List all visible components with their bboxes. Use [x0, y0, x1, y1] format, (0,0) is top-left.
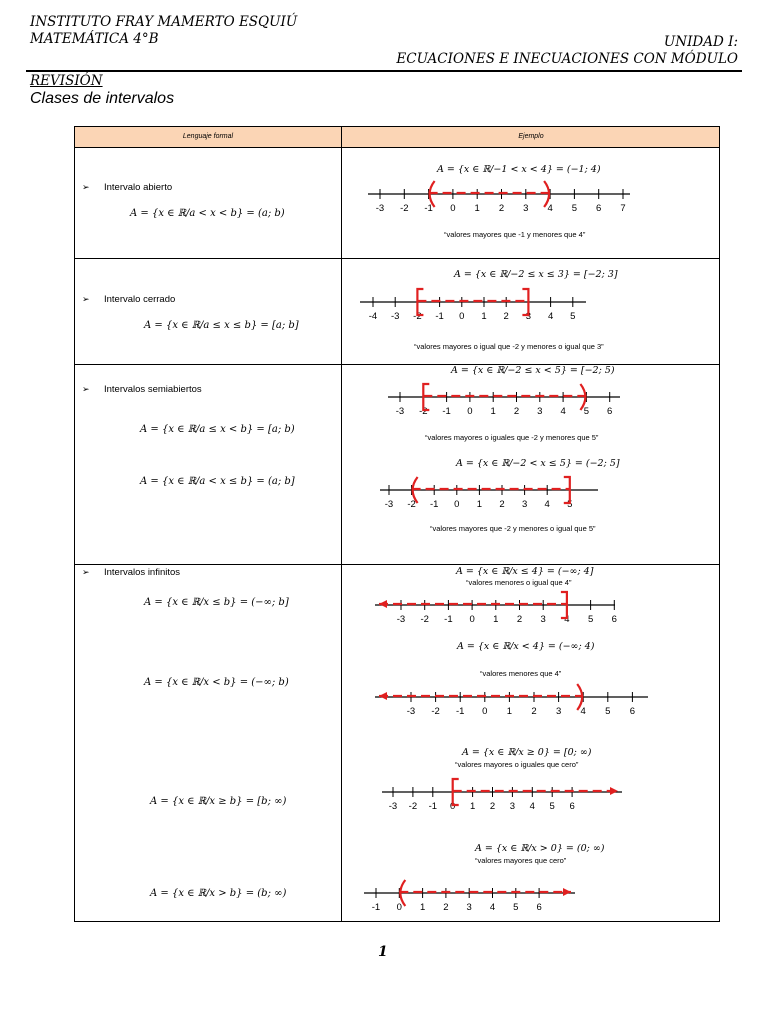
left-arrow-icon [379, 600, 387, 608]
tick-label: -3 [395, 406, 405, 417]
bullet-label: Intervalos semiabiertos [104, 384, 202, 395]
bullet-label: Intervalos infinitos [104, 567, 181, 578]
tick-label: 0 [467, 406, 473, 417]
tick-label: 5 [567, 499, 573, 510]
tick-label: -1 [371, 902, 381, 913]
arrow-bullet-icon: ➢ [82, 182, 90, 192]
tick-label: 2 [498, 203, 505, 214]
tick-label: -3 [384, 499, 394, 510]
tick-label: 0 [450, 203, 456, 214]
tick-label: 4 [529, 801, 535, 812]
tick-label: 1 [474, 203, 480, 214]
tick-label: 2 [443, 902, 449, 913]
bullet-label: Intervalo abierto [104, 182, 173, 193]
tick-label: -1 [435, 311, 444, 322]
tick-label: 1 [490, 406, 496, 417]
tick-label: 2 [516, 614, 523, 625]
unit-title: ECUACIONES E INECUACIONES CON MÓDULO [396, 51, 738, 67]
tick-label: 2 [489, 801, 496, 812]
tick-label: 4 [580, 706, 586, 717]
example-eq-infinite-a: A = {x ∈ ℝ/x ≤ 4} = (−∞; 4] [456, 566, 594, 577]
tick-label: 6 [596, 203, 602, 214]
formula-half-open-b: A = {x ∈ ℝ/a < x ≤ b} = (a; b] [140, 476, 295, 487]
bullet-half-open [82, 384, 202, 395]
tick-label: 4 [547, 311, 554, 322]
example-eq-infinite-d: A = {x ∈ ℝ/x > 0} = (0; ∞) [475, 843, 605, 854]
tick-label: 2 [531, 706, 537, 717]
caption-closed: “valores mayores o igual que -2 y menores o igual que 3” [414, 342, 604, 351]
formula-infinite-d: A = {x ∈ ℝ/x > b} = (b; ∞) [150, 888, 287, 899]
caption-open: “valores mayores que -1 y menores que 4” [444, 230, 586, 239]
right-arrow-icon [563, 888, 571, 896]
tick-label: 5 [587, 614, 594, 625]
tick-label: 1 [419, 902, 426, 913]
page-number: 1 [378, 944, 388, 960]
tick-label: 2 [503, 311, 509, 322]
tick-label: 3 [521, 499, 528, 510]
arrow-bullet-icon: ➢ [82, 294, 90, 304]
column-header-formal: Lenguaje formal [182, 133, 234, 140]
tick-label: 0 [450, 801, 456, 812]
right-arrow-icon [610, 787, 618, 795]
formula-infinite-a: A = {x ∈ ℝ/x ≤ b} = (−∞; b] [144, 597, 289, 608]
tick-label: -1 [444, 614, 453, 625]
school-name: INSTITUTO FRAY MAMERTO ESQUIÚ [30, 14, 298, 30]
tick-label: -2 [413, 311, 422, 322]
tick-label: 6 [536, 902, 542, 913]
tick-label: -2 [419, 406, 428, 417]
tick-label: -2 [408, 801, 418, 812]
tick-label: -3 [406, 706, 416, 717]
column-header-example: Ejemplo [518, 133, 544, 140]
tick-label: -2 [407, 499, 416, 510]
course-name: MATEMÁTICA 4°B [30, 31, 159, 47]
tick-label: 1 [481, 311, 487, 322]
example-eq-infinite-b: A = {x ∈ ℝ/x < 4} = (−∞; 4) [457, 641, 595, 652]
tick-label: 3 [523, 203, 529, 214]
formula-closed: A = {x ∈ ℝ/a ≤ x ≤ b} = [a; b] [144, 320, 299, 331]
tick-label: 3 [509, 801, 516, 812]
tick-label: -2 [420, 614, 429, 625]
tick-label: 0 [396, 902, 402, 913]
tick-label: 1 [469, 801, 476, 812]
example-eq-half-open-b: A = {x ∈ ℝ/−2 < x ≤ 5} = (−2; 5] [456, 458, 620, 469]
bullet-infinite [82, 567, 180, 578]
arrow-bullet-icon: ➢ [82, 384, 90, 394]
tick-label: 6 [629, 706, 636, 717]
tick-label: 6 [607, 406, 613, 417]
formula-open: A = {x ∈ ℝ/a < x < b} = (a; b) [130, 208, 285, 219]
caption-half-open-a: “valores mayores o iguales que -2 y menores que 5” [425, 433, 599, 442]
left-arrow-icon [379, 692, 387, 700]
tick-label: 5 [605, 706, 611, 717]
tick-label: 4 [544, 499, 550, 510]
tick-label: -4 [368, 311, 378, 322]
formula-half-open-a: A = {x ∈ ℝ/a ≤ x < b} = [a; b) [140, 424, 295, 435]
formula-infinite-c: A = {x ∈ ℝ/x ≥ b} = [b; ∞) [150, 796, 287, 807]
example-eq-half-open-a: A = {x ∈ ℝ/−2 ≤ x < 5} = [−2; 5) [451, 365, 615, 376]
formula-infinite-b: A = {x ∈ ℝ/x < b} = (−∞; b) [144, 677, 289, 688]
tick-label: -3 [375, 203, 385, 214]
tick-label: -2 [400, 203, 409, 214]
tick-label: 0 [482, 706, 488, 717]
tick-label: 4 [560, 406, 566, 417]
example-eq-open: A = {x ∈ ℝ/−1 < x < 4} = (−1; 4) [437, 164, 601, 175]
tick-label: -1 [428, 801, 438, 812]
tick-label: -1 [429, 499, 439, 510]
example-eq-closed: A = {x ∈ ℝ/−2 ≤ x ≤ 3} = [−2; 3] [454, 269, 618, 280]
bullet-closed-interval [82, 294, 175, 305]
tick-label: 5 [549, 801, 555, 812]
tick-label: -3 [396, 614, 406, 625]
tick-label: -2 [431, 706, 440, 717]
tick-label: 0 [459, 311, 465, 322]
section-title: Clases de intervalos [30, 90, 175, 107]
tick-label: 5 [571, 203, 578, 214]
tick-label: 2 [499, 499, 505, 510]
tick-label: 3 [525, 311, 532, 322]
caption-infinite-a: “valores menores o igual que 4” [466, 578, 572, 587]
tick-label: 5 [583, 406, 590, 417]
caption-infinite-c: “valores mayores o iguales que cero” [455, 760, 579, 769]
caption-half-open-b: “valores mayores que -2 y menores o igual que 5” [430, 524, 596, 533]
tick-label: 4 [564, 614, 570, 625]
bullet-label: Intervalo cerrado [104, 294, 176, 305]
tick-label: 1 [506, 706, 513, 717]
tick-label: 5 [513, 902, 519, 913]
tick-label: 5 [570, 311, 576, 322]
tick-label: 4 [547, 203, 553, 214]
tick-label: -1 [424, 203, 433, 214]
tick-label: -3 [390, 311, 400, 322]
tick-label: 1 [476, 499, 483, 510]
tick-label: -1 [442, 406, 451, 417]
tick-label: 0 [454, 499, 460, 510]
tick-label: 6 [611, 614, 617, 625]
tick-label: 6 [569, 801, 575, 812]
tick-label: 0 [469, 614, 475, 625]
tick-label: 1 [493, 614, 499, 625]
section-label: REVISIÓN [30, 73, 103, 89]
arrow-bullet-icon: ➢ [82, 567, 90, 577]
tick-label: -3 [388, 801, 398, 812]
tick-label: 3 [540, 614, 546, 625]
caption-infinite-d: “valores mayores que cero” [475, 856, 567, 865]
tick-label: 4 [489, 902, 496, 913]
tick-label: 2 [513, 406, 520, 417]
tick-label: 3 [555, 706, 562, 717]
tick-label: 7 [620, 203, 626, 214]
caption-infinite-b: “valores menores que 4” [480, 669, 562, 678]
tick-label: 3 [537, 406, 543, 417]
unit-label: UNIDAD I: [663, 34, 738, 50]
example-eq-infinite-c: A = {x ∈ ℝ/x ≥ 0} = [0; ∞) [462, 747, 592, 758]
tick-label: 3 [466, 902, 472, 913]
tick-label: -1 [455, 706, 465, 717]
